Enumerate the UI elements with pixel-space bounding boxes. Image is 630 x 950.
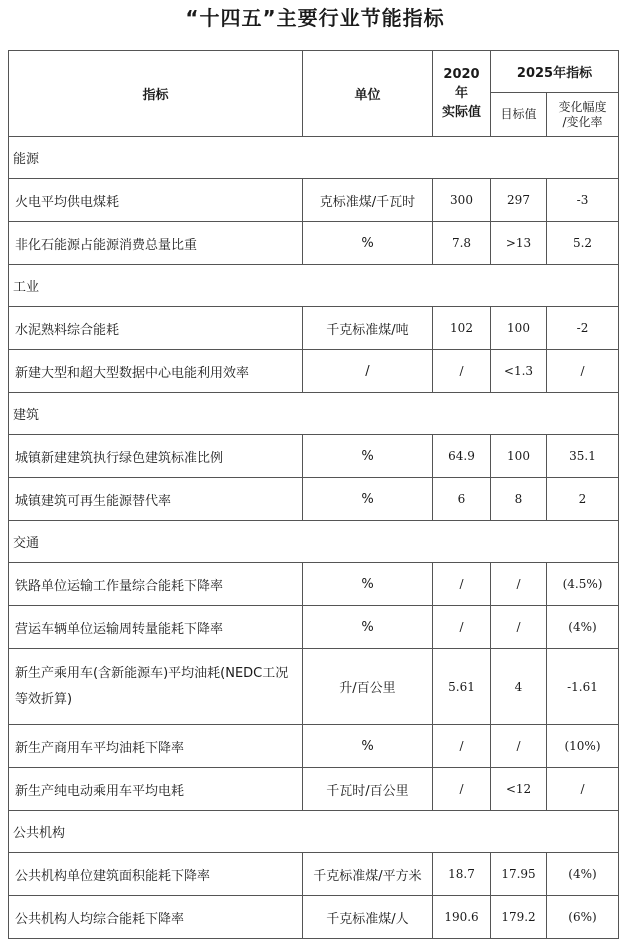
actual-2020-cell: 102 (433, 307, 491, 350)
actual-2020-header-line1: 2020年 (443, 67, 480, 101)
change-cell: 2 (547, 478, 619, 521)
unit-cell: 千瓦时/百公里 (303, 768, 433, 811)
target-value-cell: 8 (491, 478, 547, 521)
target-value-cell: <12 (491, 768, 547, 811)
change-header-line2: /变化率 (562, 114, 603, 129)
change-cell: (4.5%) (547, 563, 619, 606)
change-cell: / (547, 350, 619, 393)
unit-cell: % (303, 725, 433, 768)
actual-2020-cell: / (433, 768, 491, 811)
indicator-cell: 非化石能源占能源消费总量比重 (9, 222, 303, 265)
change-cell: / (547, 768, 619, 811)
indicator-cell: 营运车辆单位运输周转量能耗下降率 (9, 606, 303, 649)
target-value-cell: 4 (491, 649, 547, 725)
indicator-cell: 铁路单位运输工作量综合能耗下降率 (9, 563, 303, 606)
indicator-cell: 新生产乘用车(含新能源车)平均油耗(NEDC工况等效折算) (9, 649, 303, 725)
actual-2020-cell: 6 (433, 478, 491, 521)
target-value-cell: <1.3 (491, 350, 547, 393)
change-cell: (4%) (547, 853, 619, 896)
unit-cell: 千克标准煤/平方米 (303, 853, 433, 896)
table-row (9, 853, 619, 896)
section-title: 交通 (9, 521, 619, 563)
section-row (9, 811, 619, 853)
indicator-cell: 新生产纯电动乘用车平均电耗 (9, 768, 303, 811)
table-row (9, 768, 619, 811)
section-row (9, 265, 619, 307)
indicator-cell: 城镇新建建筑执行绿色建筑标准比例 (9, 435, 303, 478)
table-row (9, 896, 619, 939)
indicator-cell: 火电平均供电煤耗 (9, 179, 303, 222)
section-title: 建筑 (9, 393, 619, 435)
section-title: 公共机构 (9, 811, 619, 853)
target-value-cell: 100 (491, 307, 547, 350)
unit-cell: % (303, 478, 433, 521)
change-cell: 5.2 (547, 222, 619, 265)
actual-2020-header-line2: 实际值 (441, 105, 481, 120)
target-value-cell: / (491, 606, 547, 649)
change-cell: -3 (547, 179, 619, 222)
table-row (9, 563, 619, 606)
actual-2020-cell: 18.7 (433, 853, 491, 896)
change-cell: 35.1 (547, 435, 619, 478)
table-row (9, 725, 619, 768)
actual-2020-cell: 7.8 (433, 222, 491, 265)
target-value-header: 目标值 (491, 93, 547, 137)
table-row (9, 649, 619, 725)
unit-cell: 千克标准煤/人 (303, 896, 433, 939)
change-cell: (6%) (547, 896, 619, 939)
energy-indicator-table (8, 50, 619, 939)
unit-cell: 克标准煤/千瓦时 (303, 179, 433, 222)
actual-2020-cell: 64.9 (433, 435, 491, 478)
section-row (9, 521, 619, 563)
indicator-cell: 新生产商用车平均油耗下降率 (9, 725, 303, 768)
change-header (547, 93, 619, 137)
actual-2020-cell: 190.6 (433, 896, 491, 939)
unit-cell: % (303, 563, 433, 606)
change-cell: -1.61 (547, 649, 619, 725)
change-cell: (4%) (547, 606, 619, 649)
change-cell: (10%) (547, 725, 619, 768)
page-title: “十四五”主要行业节能指标 (185, 6, 445, 30)
unit-cell: / (303, 350, 433, 393)
indicator-cell: 公共机构人均综合能耗下降率 (9, 896, 303, 939)
actual-2020-cell: / (433, 350, 491, 393)
indicator-cell: 公共机构单位建筑面积能耗下降率 (9, 853, 303, 896)
unit-cell: 千克标准煤/吨 (303, 307, 433, 350)
actual-2020-cell: / (433, 563, 491, 606)
table-row (9, 222, 619, 265)
target-value-cell: 17.95 (491, 853, 547, 896)
actual-2020-cell: / (433, 606, 491, 649)
actual-2020-header (433, 51, 491, 137)
target-value-cell: 100 (491, 435, 547, 478)
indicator-header: 指标 (9, 51, 303, 137)
section-title: 工业 (9, 265, 619, 307)
header-row-1 (9, 51, 619, 93)
target-value-cell: 297 (491, 179, 547, 222)
table-row (9, 478, 619, 521)
table-row (9, 606, 619, 649)
indicator-cell: 水泥熟料综合能耗 (9, 307, 303, 350)
change-header-line1: 变化幅度 (558, 99, 607, 114)
table-row (9, 435, 619, 478)
unit-cell: % (303, 435, 433, 478)
target-value-cell: >13 (491, 222, 547, 265)
target-2025-header: 2025年指标 (491, 51, 619, 93)
unit-cell: % (303, 222, 433, 265)
section-title: 能源 (9, 137, 619, 179)
actual-2020-cell: 300 (433, 179, 491, 222)
section-row (9, 393, 619, 435)
indicator-cell: 新建大型和超大型数据中心电能利用效率 (9, 350, 303, 393)
table-row (9, 350, 619, 393)
indicator-cell: 城镇建筑可再生能源替代率 (9, 478, 303, 521)
change-cell: -2 (547, 307, 619, 350)
table-row (9, 307, 619, 350)
actual-2020-cell: / (433, 725, 491, 768)
unit-header: 单位 (303, 51, 433, 137)
unit-cell: % (303, 606, 433, 649)
table-row (9, 179, 619, 222)
target-value-cell: 179.2 (491, 896, 547, 939)
unit-cell: 升/百公里 (303, 649, 433, 725)
target-value-cell: / (491, 725, 547, 768)
section-row (9, 137, 619, 179)
actual-2020-cell: 5.61 (433, 649, 491, 725)
target-value-cell: / (491, 563, 547, 606)
